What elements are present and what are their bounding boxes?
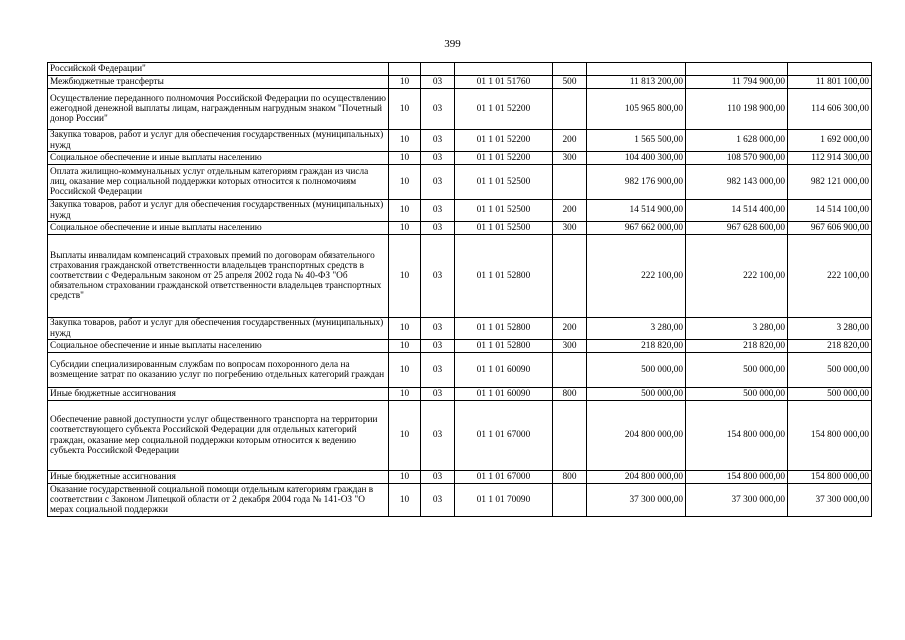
- row-target-article: 01 1 01 52500: [455, 165, 553, 200]
- row-name: Закупка товаров, работ и услуг для обеспечения государственных (муниципальных) нужд: [48, 200, 389, 222]
- row-amount-year-1: 967 662 000,00: [587, 222, 686, 235]
- row-expense-type: 500: [553, 76, 587, 89]
- row-target-article: [455, 63, 553, 76]
- row-name: Оказание государственной социальной помощи отдельным категориям граждан в соответствии с Законом Липецкой области от 2 декабря 2004 года № 141-ОЗ "О мерах социальной поддержки: [48, 484, 389, 517]
- row-expense-type: 300: [553, 222, 587, 235]
- row-amount-year-3: [788, 63, 872, 76]
- row-target-article: 01 1 01 52500: [455, 222, 553, 235]
- budget-table-body: [48, 63, 872, 517]
- row-amount-year-3: 37 300 000,00: [788, 484, 872, 517]
- row-amount-year-3: 112 914 300,00: [788, 152, 872, 165]
- row-razdel: 10: [389, 484, 421, 517]
- row-amount-year-2: 11 794 900,00: [686, 76, 788, 89]
- row-amount-year-2: 3 280,00: [686, 318, 788, 340]
- row-name: Субсидии специализированным службам по вопросам похоронного дела на возмещение затрат по оказанию услуг по погребению отдельных категорий граждан: [48, 353, 389, 388]
- row-expense-type: 200: [553, 130, 587, 152]
- row-name: Социальное обеспечение и иные выплаты населению: [48, 222, 389, 235]
- row-razdel: [389, 63, 421, 76]
- row-expense-type: 800: [553, 388, 587, 401]
- row-razdel: 10: [389, 89, 421, 130]
- table-row: [48, 235, 872, 318]
- row-amount-year-1: 500 000,00: [587, 353, 686, 388]
- row-amount-year-1: 14 514 900,00: [587, 200, 686, 222]
- table-row: [48, 353, 872, 388]
- row-amount-year-2: 14 514 400,00: [686, 200, 788, 222]
- table-row: [48, 200, 872, 222]
- row-amount-year-2: 982 143 000,00: [686, 165, 788, 200]
- row-razdel: 10: [389, 200, 421, 222]
- row-amount-year-2: 218 820,00: [686, 340, 788, 353]
- table-row: [48, 89, 872, 130]
- row-name: Осуществление переданного полномочия Российской Федерации по осуществлению ежегодной денежной выплаты лицам, награжденным нагрудным знаком "Почетный донор России": [48, 89, 389, 130]
- row-razdel: 10: [389, 401, 421, 471]
- row-podrazdel: 03: [421, 388, 455, 401]
- row-amount-year-2: [686, 63, 788, 76]
- row-razdel: 10: [389, 388, 421, 401]
- row-amount-year-1: [587, 63, 686, 76]
- row-expense-type: 200: [553, 200, 587, 222]
- row-razdel: 10: [389, 76, 421, 89]
- row-amount-year-1: 500 000,00: [587, 388, 686, 401]
- row-amount-year-2: 37 300 000,00: [686, 484, 788, 517]
- row-amount-year-2: 1 628 000,00: [686, 130, 788, 152]
- row-amount-year-3: 14 514 100,00: [788, 200, 872, 222]
- table-row: [48, 318, 872, 340]
- table-row: [48, 63, 872, 76]
- row-target-article: 01 1 01 52800: [455, 340, 553, 353]
- row-amount-year-3: 500 000,00: [788, 353, 872, 388]
- row-amount-year-3: 11 801 100,00: [788, 76, 872, 89]
- row-amount-year-3: 114 606 300,00: [788, 89, 872, 130]
- row-podrazdel: 03: [421, 401, 455, 471]
- row-target-article: 01 1 01 52200: [455, 130, 553, 152]
- row-target-article: 01 1 01 52200: [455, 152, 553, 165]
- table-row: [48, 471, 872, 484]
- row-amount-year-3: 500 000,00: [788, 388, 872, 401]
- row-razdel: 10: [389, 222, 421, 235]
- row-amount-year-3: 1 692 000,00: [788, 130, 872, 152]
- row-expense-type: [553, 235, 587, 318]
- row-target-article: 01 1 01 52800: [455, 235, 553, 318]
- row-expense-type: [553, 63, 587, 76]
- row-razdel: 10: [389, 318, 421, 340]
- row-expense-type: 300: [553, 152, 587, 165]
- row-amount-year-3: 154 800 000,00: [788, 471, 872, 484]
- row-podrazdel: 03: [421, 340, 455, 353]
- page-number: 399: [444, 38, 461, 50]
- row-amount-year-1: 204 800 000,00: [587, 401, 686, 471]
- row-expense-type: 200: [553, 318, 587, 340]
- row-name: Российской Федерации": [48, 63, 389, 76]
- row-amount-year-2: 154 800 000,00: [686, 401, 788, 471]
- table-row: [48, 388, 872, 401]
- row-amount-year-1: 982 176 900,00: [587, 165, 686, 200]
- row-razdel: 10: [389, 235, 421, 318]
- row-amount-year-3: 154 800 000,00: [788, 401, 872, 471]
- row-podrazdel: 03: [421, 235, 455, 318]
- row-razdel: 10: [389, 340, 421, 353]
- row-name: Выплаты инвалидам компенсаций страховых премий по договорам обязательного страхования гражданской ответственности владельцев транспортных средств в соответствии с Федеральным законом от 25 апреля 2002 года № 40-ФЗ "Об обязательном страховании гражданской ответственности владельцев транспортных средств": [48, 235, 389, 318]
- row-target-article: 01 1 01 60090: [455, 353, 553, 388]
- row-amount-year-2: 108 570 900,00: [686, 152, 788, 165]
- row-expense-type: [553, 353, 587, 388]
- row-podrazdel: 03: [421, 165, 455, 200]
- row-amount-year-1: 218 820,00: [587, 340, 686, 353]
- row-podrazdel: 03: [421, 353, 455, 388]
- row-name: Закупка товаров, работ и услуг для обеспечения государственных (муниципальных) нужд: [48, 130, 389, 152]
- budget-table: [47, 62, 872, 517]
- row-razdel: 10: [389, 471, 421, 484]
- row-name: Обеспечение равной доступности услуг общественного транспорта на территории соответствующего субъекта Российской Федерации для отдельных категорий граждан, оказание мер социальной поддержки которым относится к ведению субъекта Российской Федерации: [48, 401, 389, 471]
- row-amount-year-3: 222 100,00: [788, 235, 872, 318]
- row-amount-year-2: 500 000,00: [686, 388, 788, 401]
- table-row: [48, 165, 872, 200]
- row-amount-year-3: 218 820,00: [788, 340, 872, 353]
- row-amount-year-1: 3 280,00: [587, 318, 686, 340]
- row-target-article: 01 1 01 52500: [455, 200, 553, 222]
- table-row: [48, 401, 872, 471]
- row-name: Оплата жилищно-коммунальных услуг отдельным категориям граждан из числа лиц, оказание мер социальной поддержки которых относится к полномочиям Российской Федерации: [48, 165, 389, 200]
- row-podrazdel: 03: [421, 89, 455, 130]
- row-amount-year-3: 967 606 900,00: [788, 222, 872, 235]
- row-amount-year-1: 37 300 000,00: [587, 484, 686, 517]
- row-target-article: 01 1 01 52200: [455, 89, 553, 130]
- row-podrazdel: [421, 63, 455, 76]
- row-razdel: 10: [389, 353, 421, 388]
- row-name: Иные бюджетные ассигнования: [48, 471, 389, 484]
- row-podrazdel: 03: [421, 152, 455, 165]
- row-target-article: 01 1 01 52800: [455, 318, 553, 340]
- row-amount-year-3: 982 121 000,00: [788, 165, 872, 200]
- row-razdel: 10: [389, 152, 421, 165]
- row-name: Социальное обеспечение и иные выплаты населению: [48, 340, 389, 353]
- row-podrazdel: 03: [421, 130, 455, 152]
- row-podrazdel: 03: [421, 222, 455, 235]
- row-expense-type: [553, 484, 587, 517]
- row-amount-year-2: 110 198 900,00: [686, 89, 788, 130]
- row-amount-year-1: 104 400 300,00: [587, 152, 686, 165]
- row-target-article: 01 1 01 60090: [455, 388, 553, 401]
- row-target-article: 01 1 01 70090: [455, 484, 553, 517]
- row-amount-year-2: 500 000,00: [686, 353, 788, 388]
- row-amount-year-1: 11 813 200,00: [587, 76, 686, 89]
- row-amount-year-1: 105 965 800,00: [587, 89, 686, 130]
- row-target-article: 01 1 01 67000: [455, 401, 553, 471]
- row-name: Социальное обеспечение и иные выплаты населению: [48, 152, 389, 165]
- table-row: [48, 152, 872, 165]
- row-podrazdel: 03: [421, 318, 455, 340]
- row-razdel: 10: [389, 165, 421, 200]
- row-razdel: 10: [389, 130, 421, 152]
- row-amount-year-1: 222 100,00: [587, 235, 686, 318]
- row-name: Закупка товаров, работ и услуг для обеспечения государственных (муниципальных) нужд: [48, 318, 389, 340]
- row-amount-year-2: 154 800 000,00: [686, 471, 788, 484]
- table-row: [48, 222, 872, 235]
- row-amount-year-1: 1 565 500,00: [587, 130, 686, 152]
- table-row: [48, 340, 872, 353]
- row-podrazdel: 03: [421, 200, 455, 222]
- row-name: Межбюджетные трансферты: [48, 76, 389, 89]
- row-amount-year-2: 222 100,00: [686, 235, 788, 318]
- row-name: Иные бюджетные ассигнования: [48, 388, 389, 401]
- row-amount-year-1: 204 800 000,00: [587, 471, 686, 484]
- table-row: [48, 130, 872, 152]
- row-target-article: 01 1 01 67000: [455, 471, 553, 484]
- row-expense-type: [553, 89, 587, 130]
- table-row: [48, 484, 872, 517]
- table-row: [48, 76, 872, 89]
- row-podrazdel: 03: [421, 484, 455, 517]
- row-amount-year-2: 967 628 600,00: [686, 222, 788, 235]
- row-target-article: 01 1 01 51760: [455, 76, 553, 89]
- row-expense-type: [553, 401, 587, 471]
- row-amount-year-3: 3 280,00: [788, 318, 872, 340]
- row-expense-type: 300: [553, 340, 587, 353]
- row-podrazdel: 03: [421, 471, 455, 484]
- row-podrazdel: 03: [421, 76, 455, 89]
- row-expense-type: [553, 165, 587, 200]
- row-expense-type: 800: [553, 471, 587, 484]
